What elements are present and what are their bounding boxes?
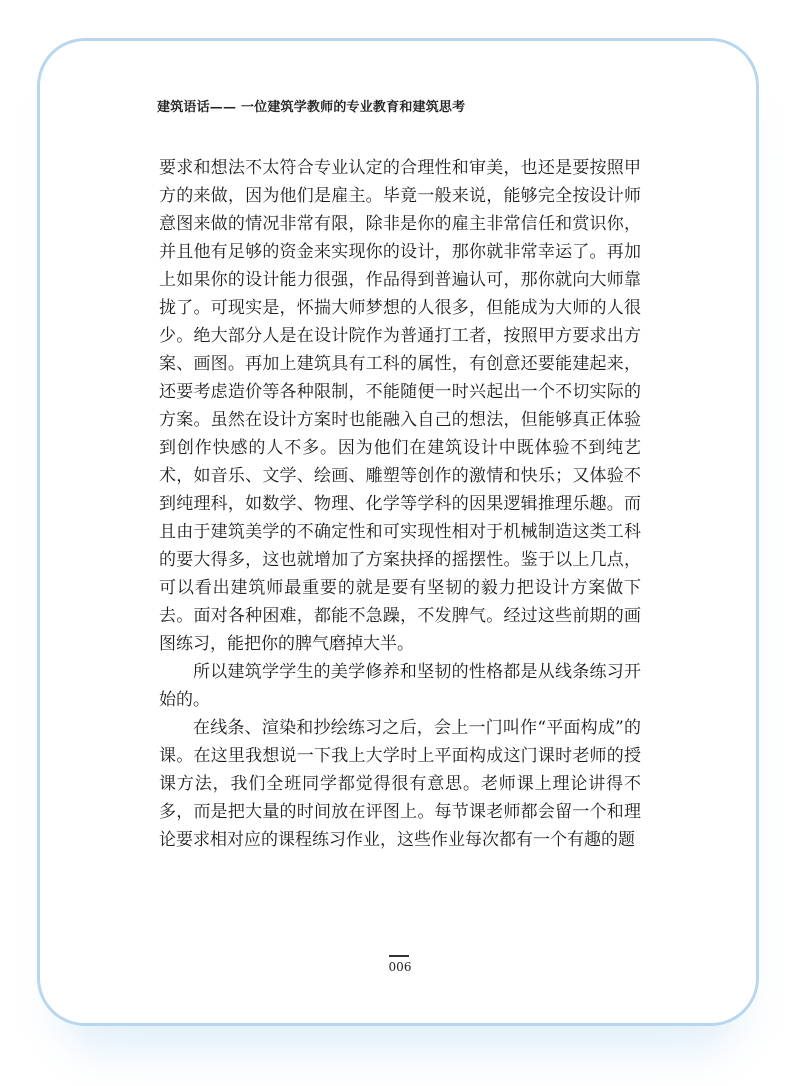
paragraph-1: 要求和想法不太符合专业认定的合理性和审美，也还是要按照甲方的来做，因为他们是雇主。毕竟一般来说，能够完全按设计师意图来做的情况非常有限，除非是你的雇主非常信任和赏识你，并且他有足够的资金来实现你的设计，那你就非常幸运了。再加上如果你的设计能力很强，作品得到普遍认可，那你就向大师靠拢了。可现实是，怀揣大师梦想的人很多，但能成为大师的人很少。绝大部分人是在设计院作为普通打工者，按照甲方要求出方案、画图。再加上建筑具有工科的属性，有创意还要能建起来，还要考虑造价等各种限制，不能随便一时兴起出一个不切实际的方案。虽然在设计方案时也能融入自己的想法，但能够真正体验到创作快感的人不多。因为他们在建筑设计中既体验不到纯艺术，如音乐、文学、绘画、雕塑等创作的激情和快乐；又体验不到纯理科，如数学、物理、化学等学科的因果逻辑推理乐趣。而且由于建筑美学的不确定性和可实现性相对于机械制造这类工科的要大得多，这也就增加了方案抉择的摇摆性。鉴于以上几点，可以看出建筑师最重要的就是要有坚韧的毅力把设计方案做下去。面对各种困难，都能不急躁，不发脾气。经过这些前期的画图练习，能把你的脾气磨掉大半。 — [159, 158, 641, 654]
paragraph-3: 在线条、渲染和抄绘练习之后，会上一门叫作“平面构成”的课。在这里我想说一下我上大学时上平面构成这门课时老师的授课方法，我们全班同学都觉得很有意思。老师课上理论讲得不多，而是把大量的时间放在评图上。每节课老师都会留一个和理论要求相对应的课程练习作业，这些作业每次都有一个有趣的题 — [159, 718, 641, 850]
page-number: 006 — [388, 960, 412, 974]
running-header: 建筑语话—— 一位建筑学教师的专业教育和建筑思考 — [157, 100, 466, 115]
page-number-rule — [389, 955, 409, 957]
paragraph-2: 所以建筑学学生的美学修养和坚韧的性格都是从线条练习开始的。 — [159, 662, 641, 710]
body-text — [159, 154, 641, 854]
